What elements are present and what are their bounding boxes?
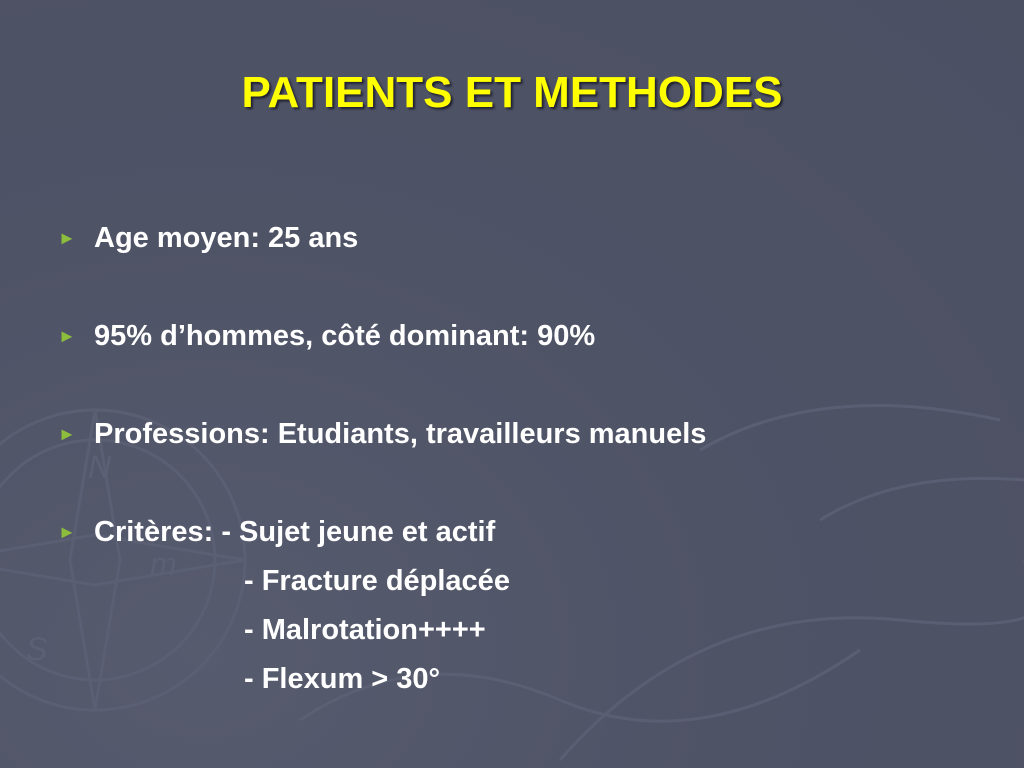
- bullet-text: 95% d’hommes, côté dominant: 90%: [94, 320, 596, 352]
- bullet-item-professions: [58, 414, 978, 512]
- bullet-text: Age moyen: 25 ans: [94, 222, 359, 254]
- bullet-arrow-icon: ►: [58, 326, 76, 346]
- sub-line-text: - Flexum > 30°: [244, 663, 441, 695]
- bullet-item-sex-ratio: [58, 316, 978, 414]
- bullet-arrow-icon: ►: [58, 522, 76, 542]
- bullet-arrow-icon: ►: [58, 424, 76, 444]
- sub-line-text: - Fracture déplacée: [244, 565, 510, 597]
- bullet-arrow-icon: ►: [58, 228, 76, 248]
- sub-line-text: - Malrotation++++: [244, 614, 486, 646]
- criteria-sub-line: [58, 561, 978, 610]
- bullet-list: [58, 218, 978, 708]
- svg-text:S: S: [26, 631, 48, 667]
- criteria-sub-line: [58, 659, 978, 708]
- svg-text:m: m: [150, 546, 177, 582]
- bullet-item-criteria: [58, 512, 978, 561]
- svg-text:N: N: [88, 449, 112, 485]
- bullet-text: Critères: - Sujet jeune et actif: [94, 516, 496, 548]
- bullet-item-age: [58, 218, 978, 316]
- criteria-sub-line: [58, 610, 978, 659]
- slide-title: PATIENTS ET METHODES: [241, 68, 783, 117]
- bullet-text: Professions: Etudiants, travailleurs manuels: [94, 418, 707, 450]
